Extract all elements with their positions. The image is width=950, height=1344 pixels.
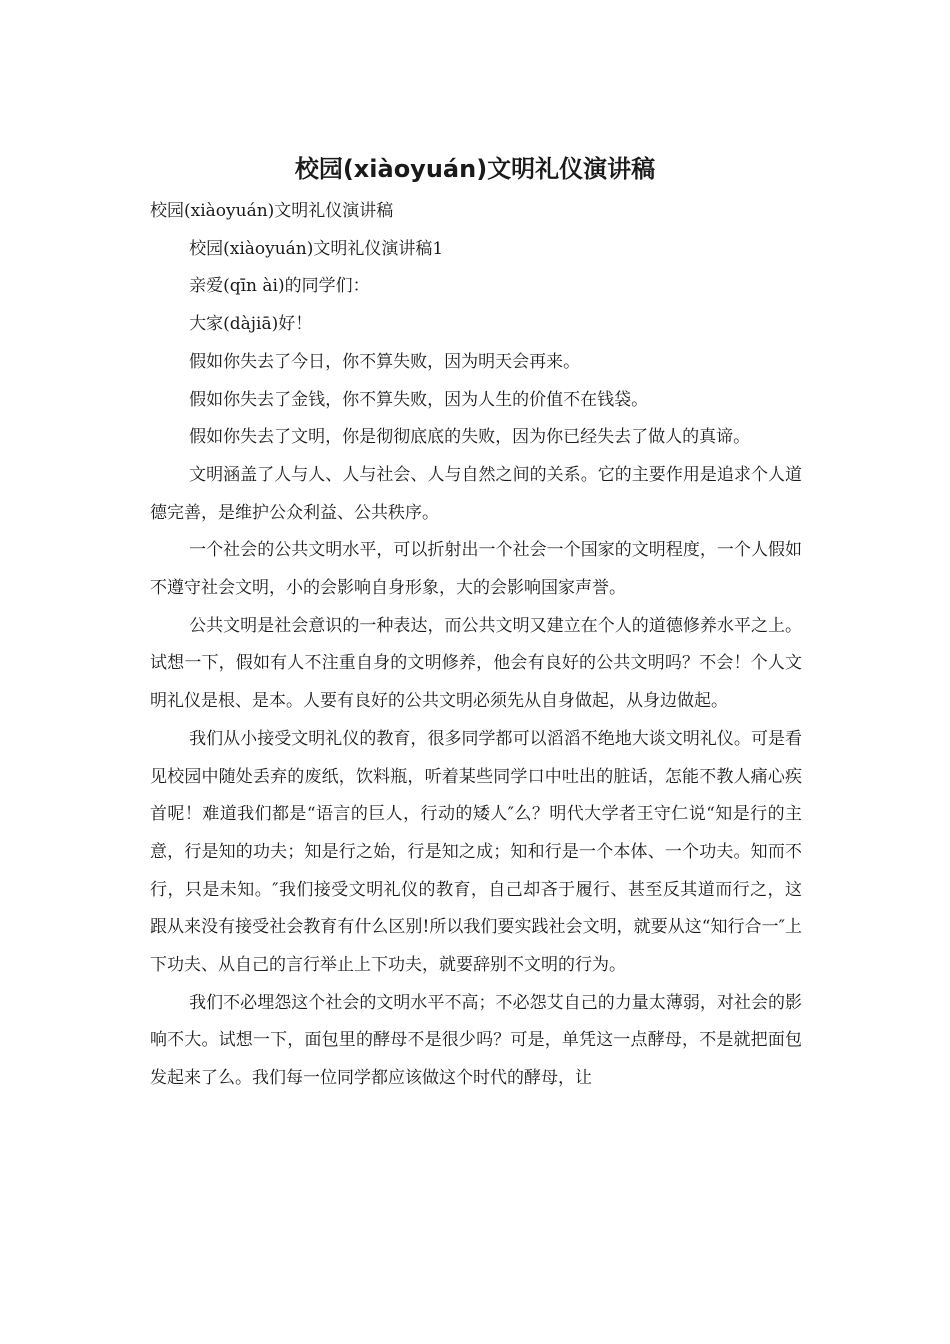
salutation: 亲爱(qīn ài)的同学们：	[189, 276, 370, 297]
body-paragraph: 一个社会的公共文明水平，可以折射出一个社会一个国家的文明程度，一个人假如不遵守社会文明，小的会影响自身形象，大的会影响国家声誉。	[150, 540, 802, 599]
body-paragraph: 假如你失去了文明，你是彻彻底底的失败，因为你已经失去了做人的真谛。	[189, 427, 751, 448]
body-paragraph: 我们不必埋怨这个社会的文明水平不高；不必怨艾自己的力量太薄弱，对社会的影响不大。试想一下，面包里的酵母不是很少吗？可是，单凭这一点酵母，不是就把面包发起来了么。我们每一位同学都应该做这个时代的酵母，让	[150, 992, 802, 1089]
greeting: 大家(dàjiā)好！	[189, 314, 313, 335]
document-title: 校园(xiàoyuán)文明礼仪演讲稿	[294, 155, 656, 183]
speech-heading: 校园(xiàoyuán)文明礼仪演讲稿1	[189, 238, 444, 259]
document-body	[150, 193, 802, 1098]
body-paragraph: 我们从小接受文明礼仪的教育，很多同学都可以滔滔不绝地大谈文明礼仪。可是看见校园中随处丢弃的废纸，饮料瓶，听着某些同学口中吐出的脏话，怎能不教人痛心疾首呢！难道我们都是“语言的巨人，行动的矮人″么？明代大学者王守仁说“知是行的主意，行是知的功夫；知是行之始，行是知之成；知和行是一个本体、一个功夫。知而不行，只是未知。″我们接受文明礼仪的教育，自己却吝于履行、甚至反其道而行之，这跟从来没有接受社会教育有什么区别!所以我们要实践社会文明，就要从这“知行合一″上下功夫、从自己的言行举止上下功夫，就要辞别不文明的行为。	[150, 728, 802, 976]
body-paragraph: 文明涵盖了人与人、人与社会、人与自然之间的关系。它的主要作用是追求个人道德完善，是维护公众利益、公共秩序。	[150, 464, 802, 523]
body-paragraph: 假如你失去了今日，你不算失败，因为明天会再来。	[189, 351, 581, 372]
subtitle-line: 校园(xiàoyuán)文明礼仪演讲稿	[150, 201, 394, 221]
body-paragraph: 公共文明是社会意识的一种表达，而公共文明又建立在个人的道德修养水平之上。试想一下，假如有人不注重自身的文明修养，他会有良好的公共文明吗？不会！个人文明礼仪是根、是本。人要有良好的公共文明必须先从自身做起，从身边做起。	[150, 615, 802, 712]
body-paragraph: 假如你失去了金钱，你不算失败，因为人生的价值不在钱袋。	[189, 389, 649, 410]
